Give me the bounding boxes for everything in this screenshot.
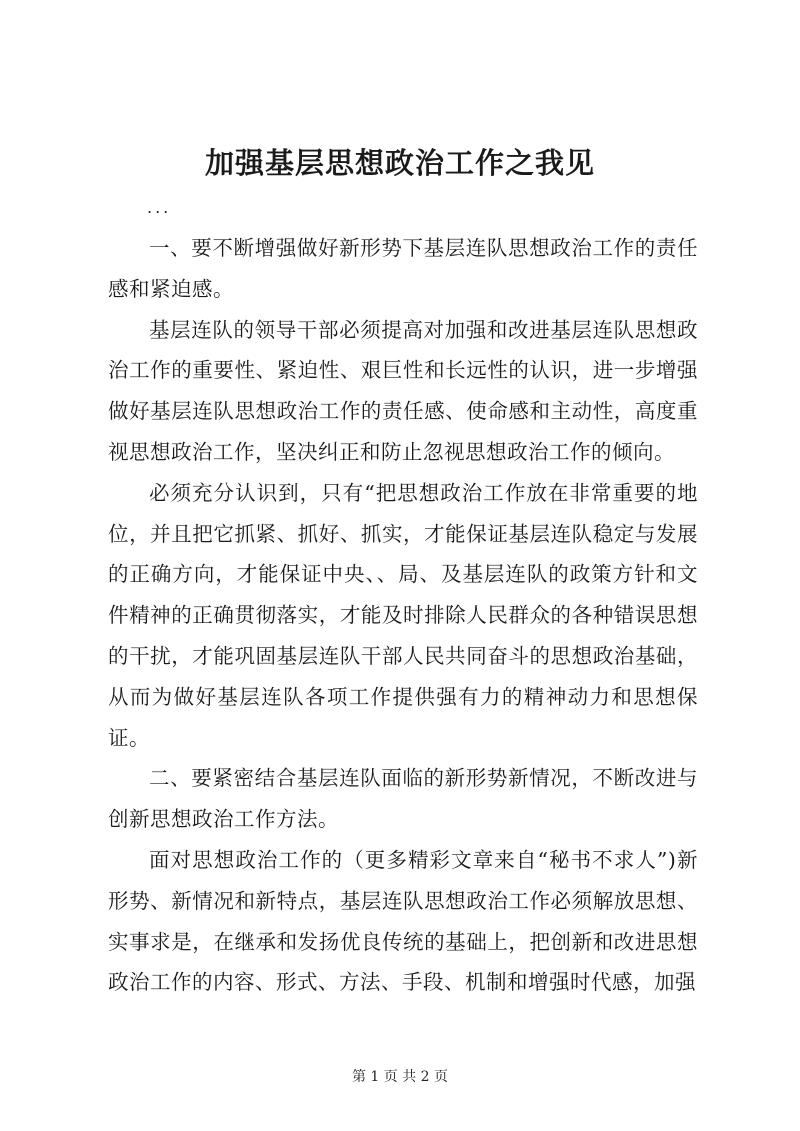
paragraph-full-recognition: 必须充分认识到，只有“把思想政治工作放在非常重要的地位，并且把它抓紧、抓好、抓实，才能保证基层连队稳定与发展的正确方向，才能保证中央、、局、及基层连队的政策方针和文件精神的正确贯彻落实，才能及时排除人民群众的各种错误思想的干扰，才能巩固基层连队干部人民共同奋斗的思想政治基础，从而为做好基层连队各项工作提供强有力的精神动力和思想保证。 xyxy=(108,480,698,750)
page-title: 加强基层思想政治工作之我见 xyxy=(204,146,595,180)
paragraph-leadership-awareness: 基层连队的领导干部必须提高对加强和改进基层连队思想政治工作的重要性、紧迫性、艰巨性和长远性的认识，进一步增强做好基层连队思想政治工作的责任感、使命感和主动性，高度重视思想政治工作，坚决纠正和防止忽视思想政治工作的倾向。 xyxy=(108,317,698,464)
document-body xyxy=(108,228,698,1003)
paragraph-new-situation: 面对思想政治工作的（更多精彩文章来自“秘书不求人”)新形势、新情况和新特点，基层连队思想政治工作必须解放思想、实事求是，在继承和发扬优良传统的基础上，把创新和改进思想政治工作的内容、形式、方法、手段、机制和增强时代感，加强 xyxy=(108,847,698,995)
page-footer: 第 1 页 共 2 页 xyxy=(351,1069,449,1085)
paragraph-section-one-heading: 一、要不断增强做好新形势下基层连队思想政治工作的责任感和紧迫感。 xyxy=(108,236,698,301)
ellipsis-marker: ... xyxy=(147,198,172,217)
paragraph-section-two-heading: 二、要紧密结合基层连队面临的新形势新情况，不断改进与创新思想政治工作方法。 xyxy=(108,766,698,832)
